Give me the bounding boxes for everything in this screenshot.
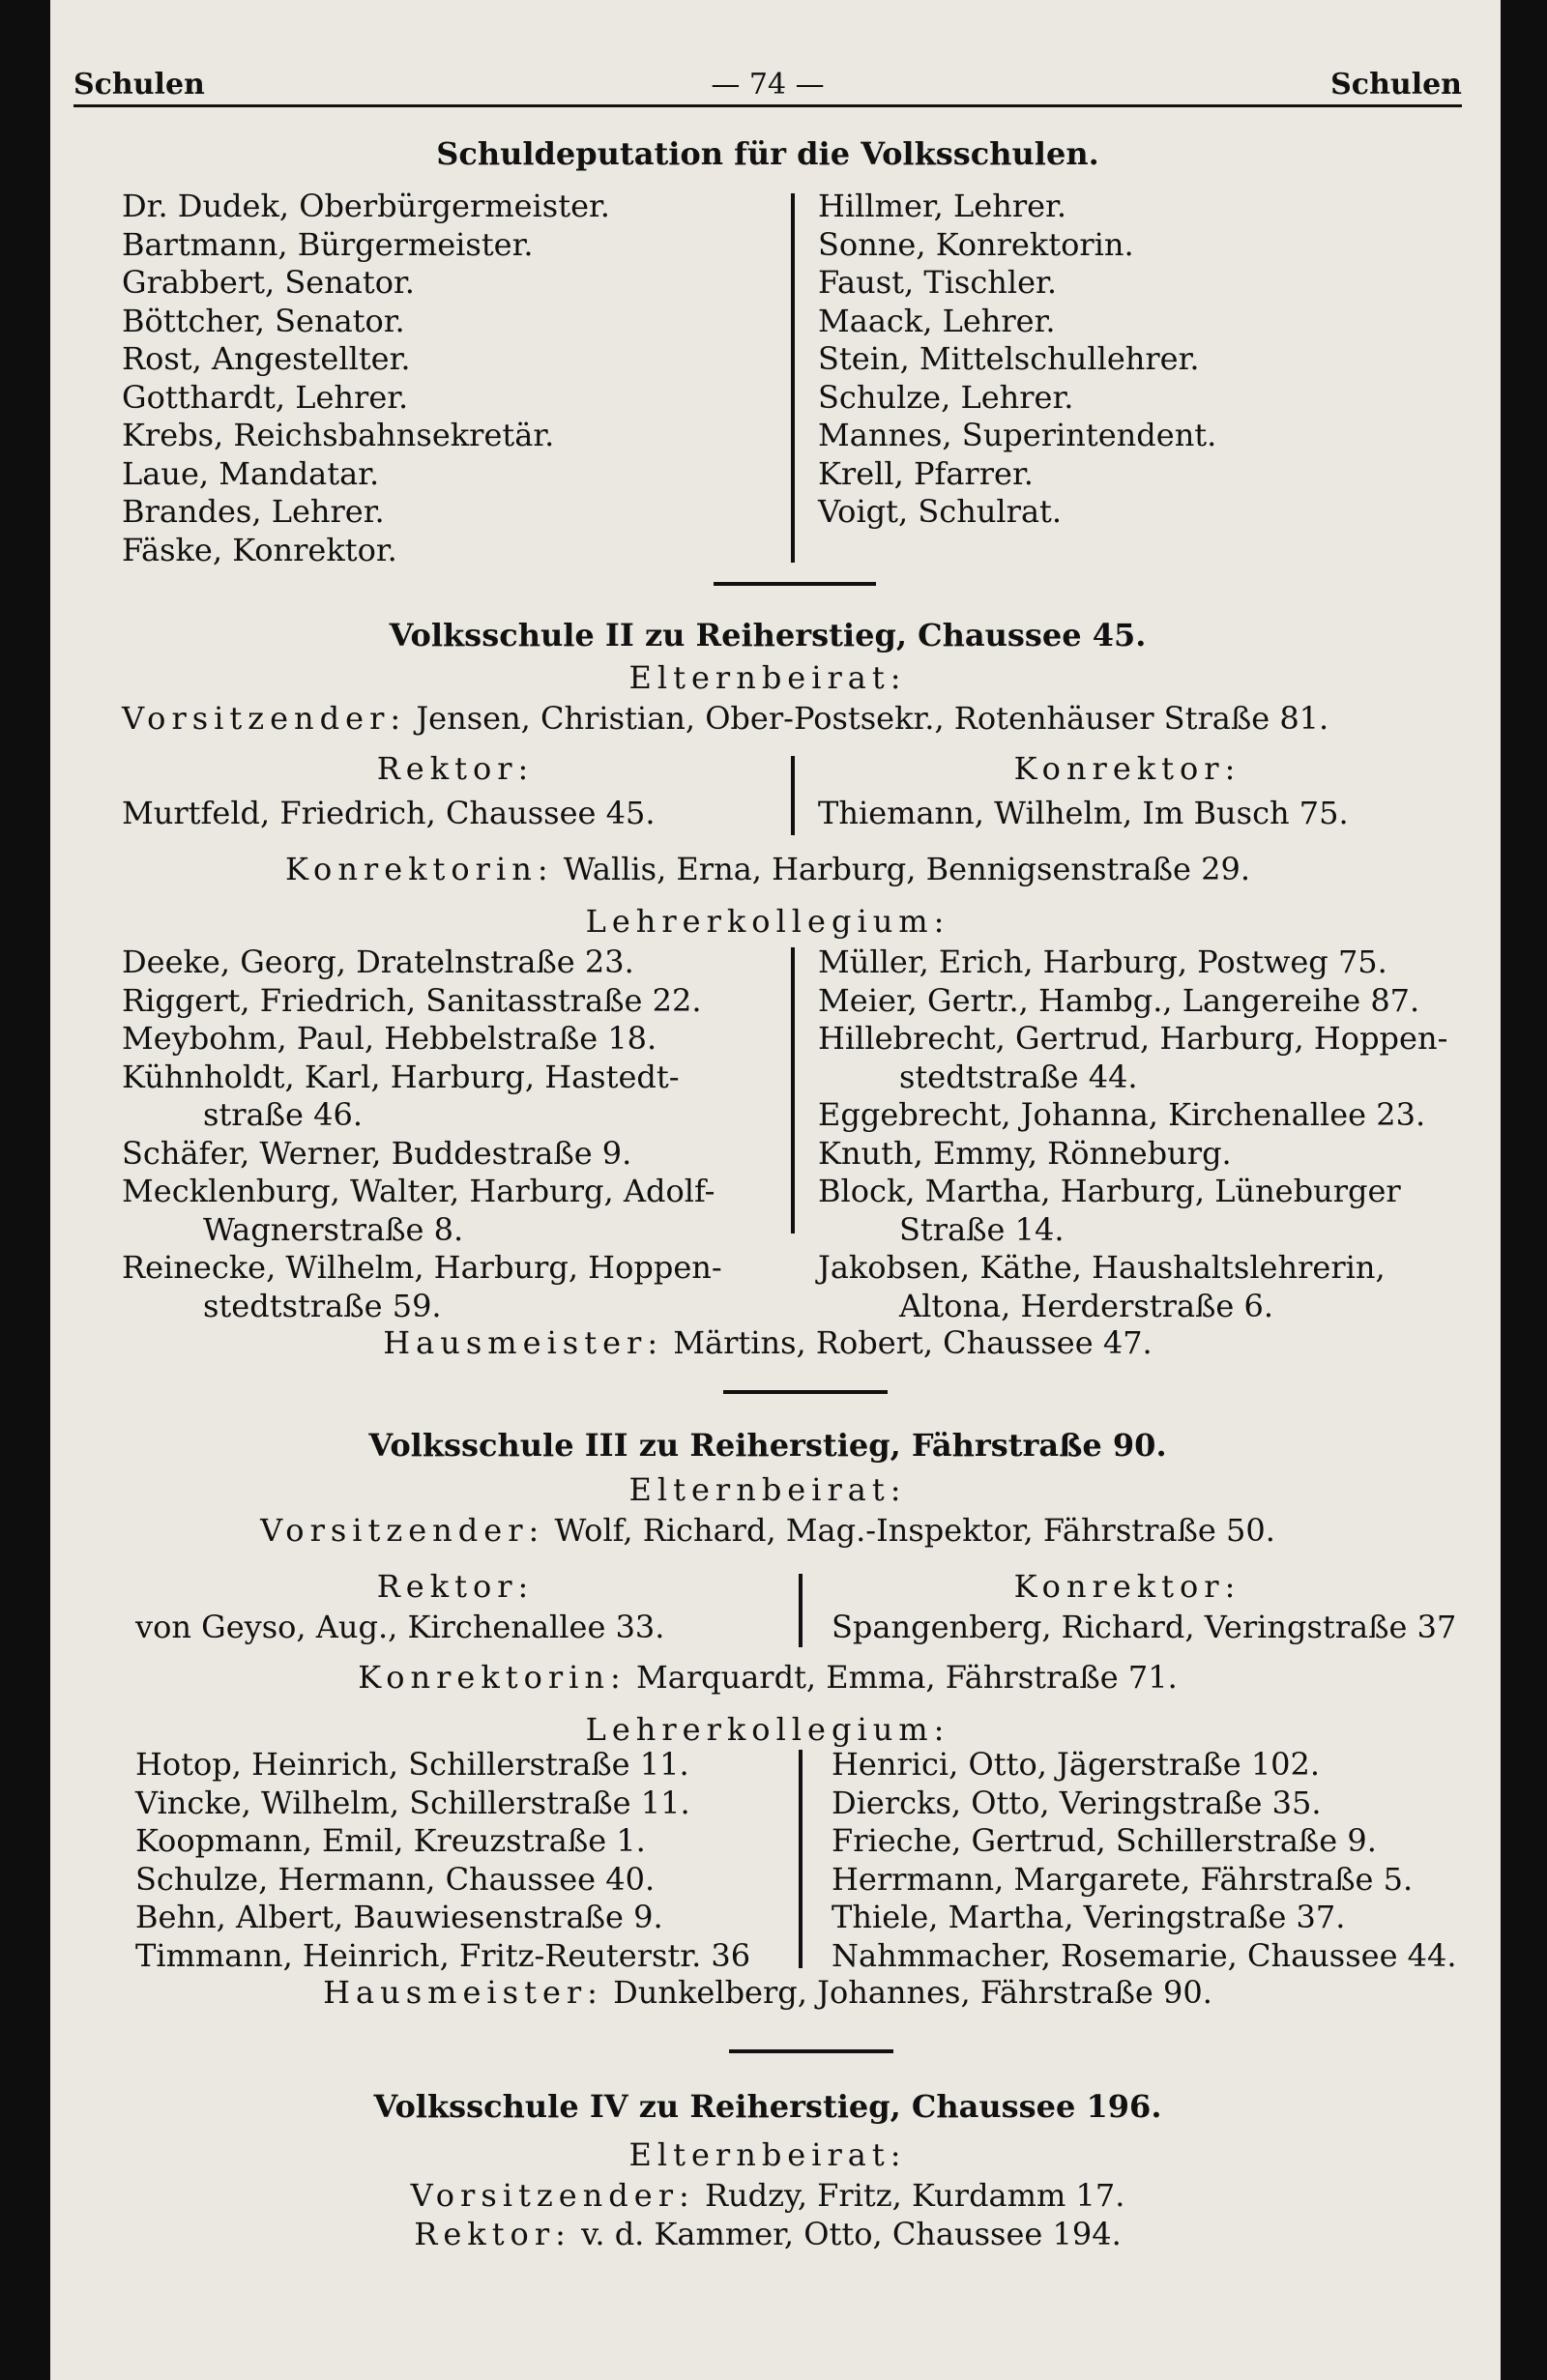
list-item: Altona, Herderstraße 6. xyxy=(899,1287,1274,1324)
konrektorin-value: Wallis, Erna, Harburg, Bennigsenstraße 29. xyxy=(563,851,1250,887)
list-item: Jakobsen, Käthe, Haushaltslehrerin, xyxy=(818,1249,1386,1286)
school3-elternbeirat-label: Elternbeirat: xyxy=(628,1471,907,1508)
section-separator xyxy=(729,2049,893,2053)
school3-left-list xyxy=(135,1746,750,1975)
header-left: Schulen xyxy=(73,68,205,102)
list-item: Müller, Erich, Harburg, Postweg 75. xyxy=(818,943,1387,980)
list-item: Timmann, Heinrich, Fritz-Reuterstr. 36 xyxy=(135,1936,751,1974)
school2-right-list xyxy=(818,943,1447,1325)
section-separator xyxy=(723,1390,888,1394)
school2-konrektor-label: Konrektor: xyxy=(1013,750,1241,787)
list-item: Block, Martha, Harburg, Lüneburger xyxy=(818,1173,1401,1209)
rektor-value: v. d. Kammer, Otto, Chaussee 194. xyxy=(581,2216,1122,2252)
school2-title: Volksschule II zu Reiherstieg, Chaussee 45. xyxy=(389,617,1147,653)
list-item: Wagnerstraße 8. xyxy=(203,1210,464,1248)
school4-rektor-row xyxy=(73,2216,1462,2252)
rektor-label: Rektor: xyxy=(414,2216,571,2252)
school3-title: Volksschule III zu Reiherstieg, Fährstraße 90. xyxy=(368,1427,1167,1464)
column-divider xyxy=(799,1750,803,1968)
school2-rektor-label: Rektor: xyxy=(376,750,535,787)
list-item: Behn, Albert, Bauwiesenstraße 9. xyxy=(135,1899,663,1935)
school4-vorsitzender-row xyxy=(73,2177,1462,2214)
list-item: Stein, Mittelschullehrer. xyxy=(818,340,1200,377)
school3-kollegium-label: Lehrerkollegium: xyxy=(585,1711,950,1748)
list-item: Sonne, Konrektorin. xyxy=(818,225,1134,263)
school2-elternbeirat-label: Elternbeirat: xyxy=(628,659,907,696)
school3-konrektorin-row xyxy=(73,1659,1462,1696)
list-item: Meier, Gertr., Hambg., Langereihe 87. xyxy=(818,981,1420,1019)
school3-right-list xyxy=(832,1746,1457,1975)
school4-title: Volksschule IV zu Reiherstieg, Chaussee 196. xyxy=(373,2088,1162,2125)
section-separator xyxy=(714,582,876,586)
hausmeister-value: Dunkelberg, Johannes, Fährstraße 90. xyxy=(613,1974,1212,2011)
school2-konrektor: Thiemann, Wilhelm, Im Busch 75. xyxy=(818,795,1349,831)
list-item: stedtstraße 59. xyxy=(203,1287,442,1324)
list-item: Gotthardt, Lehrer. xyxy=(122,378,409,416)
list-item: Brandes, Lehrer. xyxy=(122,493,385,530)
list-item: Maack, Lehrer. xyxy=(818,302,1056,339)
school2-vorsitzender-row xyxy=(122,700,1328,738)
list-item: Krell, Pfarrer. xyxy=(818,454,1034,492)
list-item: Rost, Angestellter. xyxy=(122,340,411,377)
list-item: Riggert, Friedrich, Sanitasstraße 22. xyxy=(122,981,702,1019)
hausmeister-value: Märtins, Robert, Chaussee 47. xyxy=(673,1324,1153,1361)
list-item: Hillmer, Lehrer. xyxy=(818,188,1066,224)
list-item: Nahmmacher, Rosemarie, Chaussee 44. xyxy=(832,1936,1457,1974)
list-item: Bartmann, Bürgermeister. xyxy=(122,225,534,263)
list-item: Hillebrecht, Gertrud, Harburg, Hoppen- xyxy=(818,1020,1448,1057)
list-item: Mecklenburg, Walter, Harburg, Adolf- xyxy=(122,1173,715,1209)
list-item: Henrici, Otto, Jägerstraße 102. xyxy=(832,1746,1321,1783)
school2-rektor: Murtfeld, Friedrich, Chaussee 45. xyxy=(122,795,656,831)
list-item: Schulze, Hermann, Chaussee 40. xyxy=(135,1860,656,1898)
list-item: Reinecke, Wilhelm, Harburg, Hoppen- xyxy=(122,1249,722,1286)
school3-rektor-label: Rektor: xyxy=(376,1568,535,1605)
running-header xyxy=(73,66,1462,107)
school2-konrektorin-row xyxy=(73,851,1462,887)
deputation-title: Schuldeputation für die Volksschulen. xyxy=(436,135,1099,172)
column-divider xyxy=(791,193,795,563)
list-item: Dr. Dudek, Oberbürgermeister. xyxy=(122,188,610,224)
school2-hausmeister-row xyxy=(73,1324,1462,1361)
header-right: Schulen xyxy=(1330,68,1462,102)
column-divider xyxy=(791,756,795,835)
school3-konrektor: Spangenberg, Richard, Veringstraße 37 xyxy=(832,1609,1457,1645)
list-item: Grabbert, Senator. xyxy=(122,264,415,301)
school2-kollegium-label: Lehrerkollegium: xyxy=(585,903,950,940)
school3-konrektor-label: Konrektor: xyxy=(1013,1568,1241,1605)
school4-elternbeirat-label: Elternbeirat: xyxy=(628,2136,907,2173)
list-item: Deeke, Georg, Dratelnstraße 23. xyxy=(122,943,634,980)
hausmeister-label: Hausmeister: xyxy=(323,1974,603,2011)
vorsitzender-label: Vorsitzender: xyxy=(260,1512,545,1549)
column-divider xyxy=(799,1574,803,1647)
list-item: stedtstraße 44. xyxy=(899,1058,1138,1095)
hausmeister-label: Hausmeister: xyxy=(383,1324,664,1361)
list-item: Schäfer, Werner, Buddestraße 9. xyxy=(122,1134,632,1172)
list-item: Kühnholdt, Karl, Harburg, Hastedt- xyxy=(122,1058,680,1095)
list-item: Faust, Tischler. xyxy=(818,264,1057,301)
list-item: Böttcher, Senator. xyxy=(122,302,405,339)
list-item: Fäske, Konrektor. xyxy=(122,531,397,568)
list-item: Vincke, Wilhelm, Schillerstraße 11. xyxy=(135,1784,690,1821)
vorsitzender-value: Wolf, Richard, Mag.-Inspektor, Fährstraße 50. xyxy=(554,1512,1275,1549)
list-item: Hotop, Heinrich, Schillerstraße 11. xyxy=(135,1746,689,1783)
list-item: Eggebrecht, Johanna, Kirchenallee 23. xyxy=(818,1096,1426,1133)
konrektorin-value: Marquardt, Emma, Fährstraße 71. xyxy=(635,1659,1178,1696)
list-item: Koopmann, Emil, Kreuzstraße 1. xyxy=(135,1822,646,1859)
list-item: Laue, Mandatar. xyxy=(122,454,380,492)
vorsitzender-label: Vorsitzender: xyxy=(122,700,407,737)
list-item: Voigt, Schulrat. xyxy=(818,493,1063,530)
vorsitzender-value: Rudzy, Fritz, Kurdamm 17. xyxy=(704,2177,1125,2214)
deputation-left-list xyxy=(122,188,610,569)
vorsitzender-label: Vorsitzender: xyxy=(410,2177,695,2214)
column-divider xyxy=(791,947,795,1234)
list-item: Mannes, Superintendent. xyxy=(818,417,1217,453)
school3-rektor: von Geyso, Aug., Kirchenallee 33. xyxy=(135,1609,665,1645)
list-item: Schulze, Lehrer. xyxy=(818,378,1074,416)
list-item: Straße 14. xyxy=(899,1210,1065,1248)
list-item: Knuth, Emmy, Rönneburg. xyxy=(818,1134,1232,1172)
konrektorin-label: Konrektorin: xyxy=(358,1659,627,1696)
list-item: Krebs, Reichsbahnsekretär. xyxy=(122,417,555,453)
school2-left-list xyxy=(122,943,722,1325)
list-item: Thiele, Martha, Veringstraße 37. xyxy=(832,1899,1346,1935)
page-number: — 74 — xyxy=(711,68,825,102)
vorsitzender-value: Jensen, Christian, Ober-Postsekr., Rotenhäuser Straße 81. xyxy=(416,700,1329,737)
list-item: Diercks, Otto, Veringstraße 35. xyxy=(832,1784,1322,1821)
list-item: Herrmann, Margarete, Fährstraße 5. xyxy=(832,1860,1414,1898)
list-item: straße 46. xyxy=(203,1096,364,1133)
list-item: Frieche, Gertrud, Schillerstraße 9. xyxy=(832,1822,1377,1859)
list-item: Meybohm, Paul, Hebbelstraße 18. xyxy=(122,1020,657,1057)
school3-hausmeister-row xyxy=(73,1974,1462,2011)
school3-vorsitzender-row xyxy=(73,1512,1462,1549)
deputation-right-list xyxy=(818,188,1216,532)
konrektorin-label: Konrektorin: xyxy=(285,851,554,887)
